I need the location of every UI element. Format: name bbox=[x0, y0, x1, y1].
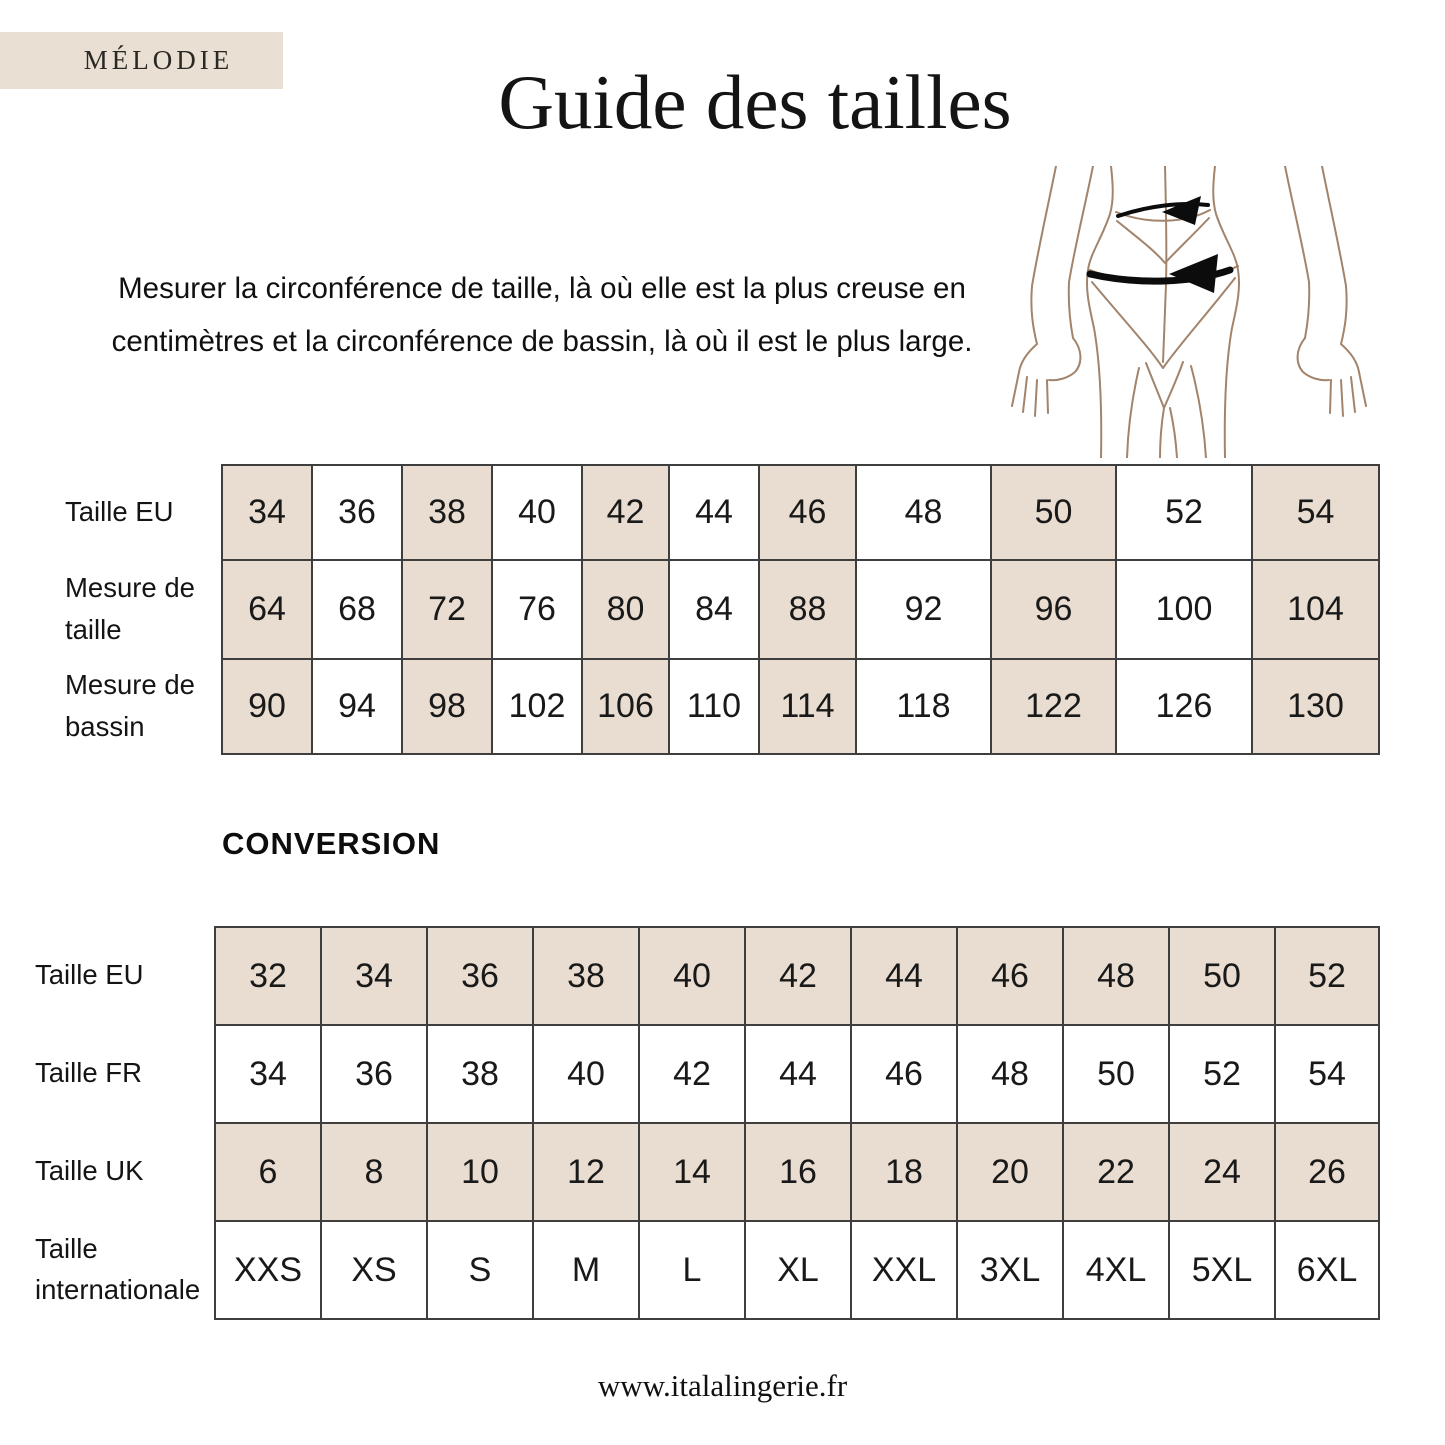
size-table-cell: 88 bbox=[759, 560, 856, 659]
conversion-table-cell: 38 bbox=[427, 1025, 533, 1123]
conversion-table-cell: 46 bbox=[957, 927, 1063, 1025]
conversion-table-cell: 48 bbox=[957, 1025, 1063, 1123]
conversion-table-cell: 36 bbox=[321, 1025, 427, 1123]
conversion-table-cell: 46 bbox=[851, 1025, 957, 1123]
size-table-row bbox=[222, 560, 1379, 659]
conversion-table-cell: 12 bbox=[533, 1123, 639, 1221]
conversion-table-cell: 44 bbox=[745, 1025, 851, 1123]
body-measurement-sketch bbox=[988, 166, 1390, 458]
size-table-cell: 54 bbox=[1252, 465, 1379, 560]
measuring-instructions bbox=[108, 263, 976, 368]
conversion-table-cell: 54 bbox=[1275, 1025, 1379, 1123]
size-table-cell: 122 bbox=[991, 659, 1116, 754]
conversion-table-row-label: Taille internationale bbox=[35, 1232, 201, 1305]
size-table-row bbox=[222, 465, 1379, 560]
conversion-table-cell: XXS bbox=[215, 1221, 321, 1319]
conversion-table-cell: XL bbox=[745, 1221, 851, 1319]
conversion-table-cell: 8 bbox=[321, 1123, 427, 1221]
size-conversion-table bbox=[214, 926, 1380, 1320]
size-table-cell: 48 bbox=[856, 465, 991, 560]
size-table-row-label: Mesure de bassin bbox=[65, 669, 195, 742]
instructions-line-2: centimètres et la circonférence de bassin, là où il est le plus large. bbox=[111, 324, 973, 358]
conversion-table-cell: 4XL bbox=[1063, 1221, 1169, 1319]
size-table-cell: 44 bbox=[669, 465, 759, 560]
conversion-table-cell: 5XL bbox=[1169, 1221, 1275, 1319]
size-table-cell: 38 bbox=[402, 465, 492, 560]
conversion-table-cell: 42 bbox=[639, 1025, 745, 1123]
conversion-table-cell: 40 bbox=[533, 1025, 639, 1123]
conversion-table-cell: 14 bbox=[639, 1123, 745, 1221]
conversion-heading: CONVERSION bbox=[222, 826, 441, 861]
conversion-table-row-label: Taille UK bbox=[35, 1155, 144, 1187]
size-table-cell: 90 bbox=[222, 659, 312, 754]
conversion-table-cell: 6 bbox=[215, 1123, 321, 1221]
size-table-cell: 118 bbox=[856, 659, 991, 754]
size-table-cell: 114 bbox=[759, 659, 856, 754]
conversion-table-cell: 48 bbox=[1063, 927, 1169, 1025]
conversion-table-row-label: Taille EU bbox=[35, 959, 144, 991]
hip-measure-arrow-icon bbox=[1090, 254, 1230, 293]
size-measurement-table bbox=[221, 464, 1380, 755]
conversion-table-cell: XS bbox=[321, 1221, 427, 1319]
size-table-cell: 102 bbox=[492, 659, 582, 754]
conversion-table-cell: 34 bbox=[321, 927, 427, 1025]
conversion-table-cell: 18 bbox=[851, 1123, 957, 1221]
conversion-table-cell: 22 bbox=[1063, 1123, 1169, 1221]
conversion-table-cell: 16 bbox=[745, 1123, 851, 1221]
size-table-cell: 106 bbox=[582, 659, 669, 754]
conversion-table-cell: S bbox=[427, 1221, 533, 1319]
size-table-cell: 110 bbox=[669, 659, 759, 754]
size-table-cell: 34 bbox=[222, 465, 312, 560]
conversion-table-cell: 20 bbox=[957, 1123, 1063, 1221]
size-table-cell: 46 bbox=[759, 465, 856, 560]
size-table-cell: 96 bbox=[991, 560, 1116, 659]
product-name-label: MÉLODIE bbox=[83, 45, 234, 75]
website-url: www.italalingerie.fr bbox=[597, 1368, 848, 1403]
conversion-table-row bbox=[215, 1025, 1379, 1123]
conversion-table-cell: 26 bbox=[1275, 1123, 1379, 1221]
conversion-table-cell: 36 bbox=[427, 927, 533, 1025]
size-table-cell: 126 bbox=[1116, 659, 1252, 754]
conversion-table-cell: 50 bbox=[1063, 1025, 1169, 1123]
size-table-cell: 84 bbox=[669, 560, 759, 659]
conversion-table-cell: XXL bbox=[851, 1221, 957, 1319]
size-table-cell: 100 bbox=[1116, 560, 1252, 659]
conversion-table-cell: 10 bbox=[427, 1123, 533, 1221]
size-table-cell: 50 bbox=[991, 465, 1116, 560]
conversion-table-cell: M bbox=[533, 1221, 639, 1319]
size-table-cell: 64 bbox=[222, 560, 312, 659]
conversion-table-cell: 24 bbox=[1169, 1123, 1275, 1221]
conversion-table-grid bbox=[214, 926, 1380, 1320]
size-table-row-label: Taille EU bbox=[65, 495, 174, 527]
conversion-table-cell: 52 bbox=[1169, 1025, 1275, 1123]
instructions-line-1: Mesurer la circonférence de taille, là où elle est la plus creuse en bbox=[118, 272, 966, 305]
size-table-cell: 92 bbox=[856, 560, 991, 659]
conversion-table-row bbox=[215, 927, 1379, 1025]
conversion-table-cell: 6XL bbox=[1275, 1221, 1379, 1319]
size-table-cell: 104 bbox=[1252, 560, 1379, 659]
size-table-grid bbox=[221, 464, 1380, 755]
conversion-table-cell: 34 bbox=[215, 1025, 321, 1123]
conversion-table-row bbox=[215, 1123, 1379, 1221]
size-table-cell: 130 bbox=[1252, 659, 1379, 754]
page-title: Guide des tailles bbox=[498, 59, 1012, 145]
conversion-table-cell: 3XL bbox=[957, 1221, 1063, 1319]
size-table-row-label: Mesure de taille bbox=[65, 572, 195, 645]
size-table-cell: 94 bbox=[312, 659, 402, 754]
conversion-table-cell: L bbox=[639, 1221, 745, 1319]
conversion-table-cell: 38 bbox=[533, 927, 639, 1025]
size-table-cell: 36 bbox=[312, 465, 402, 560]
size-table-cell: 98 bbox=[402, 659, 492, 754]
conversion-table-cell: 44 bbox=[851, 927, 957, 1025]
conversion-table-row-labels bbox=[35, 926, 213, 1318]
conversion-table-row-label: Taille FR bbox=[35, 1057, 142, 1089]
conversion-table-cell: 50 bbox=[1169, 927, 1275, 1025]
conversion-table-cell: 40 bbox=[639, 927, 745, 1025]
size-table-cell: 80 bbox=[582, 560, 669, 659]
size-table-cell: 68 bbox=[312, 560, 402, 659]
size-table-cell: 40 bbox=[492, 465, 582, 560]
size-table-cell: 72 bbox=[402, 560, 492, 659]
size-table-row-labels bbox=[65, 464, 215, 753]
conversion-table-cell: 42 bbox=[745, 927, 851, 1025]
conversion-table-cell: 32 bbox=[215, 927, 321, 1025]
conversion-table-cell: 52 bbox=[1275, 927, 1379, 1025]
size-table-cell: 42 bbox=[582, 465, 669, 560]
size-table-cell: 76 bbox=[492, 560, 582, 659]
size-table-row bbox=[222, 659, 1379, 754]
conversion-table-row bbox=[215, 1221, 1379, 1319]
size-table-cell: 52 bbox=[1116, 465, 1252, 560]
